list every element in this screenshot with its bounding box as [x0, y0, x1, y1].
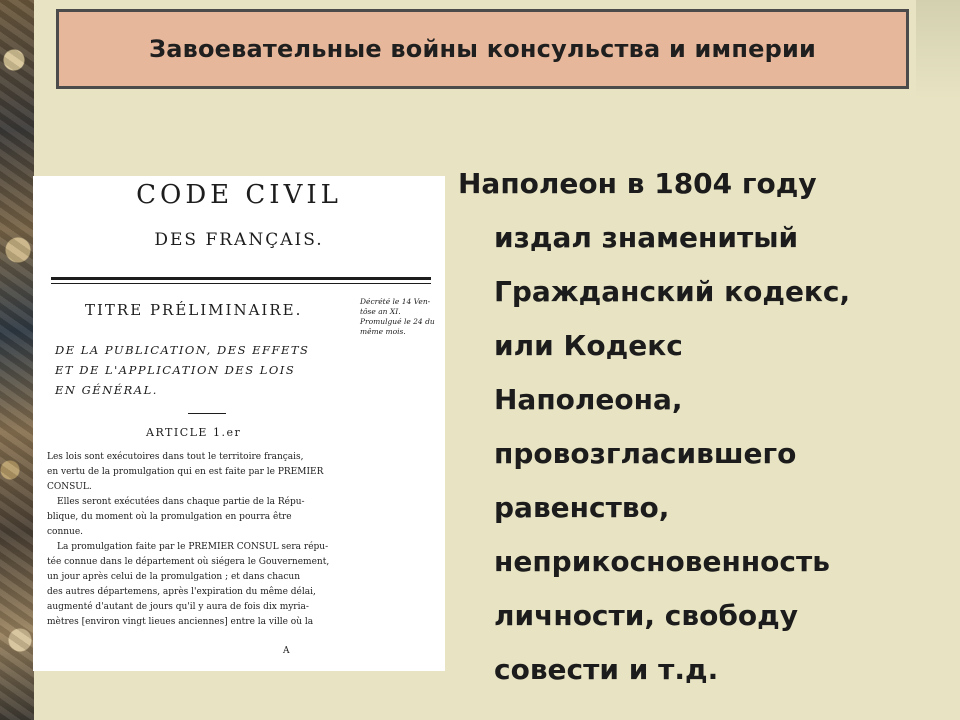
- document-short-rule: [188, 413, 226, 414]
- document-heading: CODE CIVIL: [136, 180, 342, 210]
- document-rule: [51, 277, 431, 280]
- main-text-line: личности, свободу: [494, 599, 798, 632]
- body-line: Elles seront exécutées dans chaque partie de la Répu-: [57, 497, 305, 507]
- body-line: Les lois sont exécutoires dans tout le territoire français,: [47, 452, 304, 462]
- side-note-line: Décrété le 14 Ven-: [360, 297, 431, 306]
- title-box: [56, 9, 909, 89]
- body-line: augmenté d'autant de jours qu'il y aura de fois dix myria-: [47, 602, 309, 612]
- slide-title: Завоевательные войны консульства и империи: [148, 35, 817, 63]
- main-text-line: провозгласившего: [494, 437, 797, 470]
- main-text-line: или Кодекс: [494, 329, 683, 362]
- decorative-collage-strip: [0, 0, 34, 720]
- main-text-line: Наполеона,: [494, 383, 683, 416]
- section-title-line: DE LA PUBLICATION, DES EFFETS: [55, 343, 310, 357]
- body-line: tée connue dans le département où siégera le Gouvernement,: [47, 557, 330, 567]
- body-line: mètres [environ vingt lieues anciennes] entre la ville où la: [47, 617, 314, 627]
- body-line: La promulgation faite par le PREMIER CONSUL sera répu-: [57, 542, 329, 552]
- body-line: des autres départemens, après l'expiration du même délai,: [47, 587, 316, 597]
- document-titre: TITRE PRÉLIMINAIRE.: [85, 301, 303, 319]
- section-title-line: EN GÉNÉRAL.: [55, 383, 158, 397]
- code-civil-document-image: [33, 176, 445, 671]
- body-line: en vertu de la promulgation qui en est faite par le PREMIER: [47, 467, 324, 477]
- document-catchword: A: [283, 646, 290, 656]
- document-section-title: [55, 340, 355, 400]
- decorative-corner: [916, 0, 960, 100]
- document-side-note: [360, 297, 442, 337]
- main-text-line: совести и т.д.: [494, 653, 719, 686]
- document-article-heading: ARTICLE 1.er: [146, 426, 242, 439]
- side-note-line: même mois.: [360, 327, 406, 336]
- body-line: CONSUL.: [47, 482, 92, 492]
- body-line: blique, du moment où la promulgation en pourra être: [47, 512, 292, 522]
- body-line: connue.: [47, 527, 84, 537]
- main-text-line: издал знаменитый: [494, 221, 799, 254]
- document-subheading: DES FRANÇAIS.: [154, 230, 324, 250]
- main-text-line: неприкосновенность: [494, 545, 830, 578]
- main-text-block: [458, 157, 898, 697]
- side-note-line: Promulgué le 24 du: [360, 317, 435, 326]
- section-title-line: ET DE L'APPLICATION DES LOIS: [55, 363, 296, 377]
- side-note-line: tôse an XI.: [360, 307, 401, 316]
- document-body: [47, 450, 365, 630]
- main-text-line: равенство,: [494, 491, 670, 524]
- document-rule: [51, 283, 431, 284]
- main-text-line: Наполеон в 1804 году: [458, 167, 817, 200]
- body-line: un jour après celui de la promulgation ; et dans chacun: [47, 572, 301, 582]
- main-text-line: Гражданский кодекс,: [494, 275, 851, 308]
